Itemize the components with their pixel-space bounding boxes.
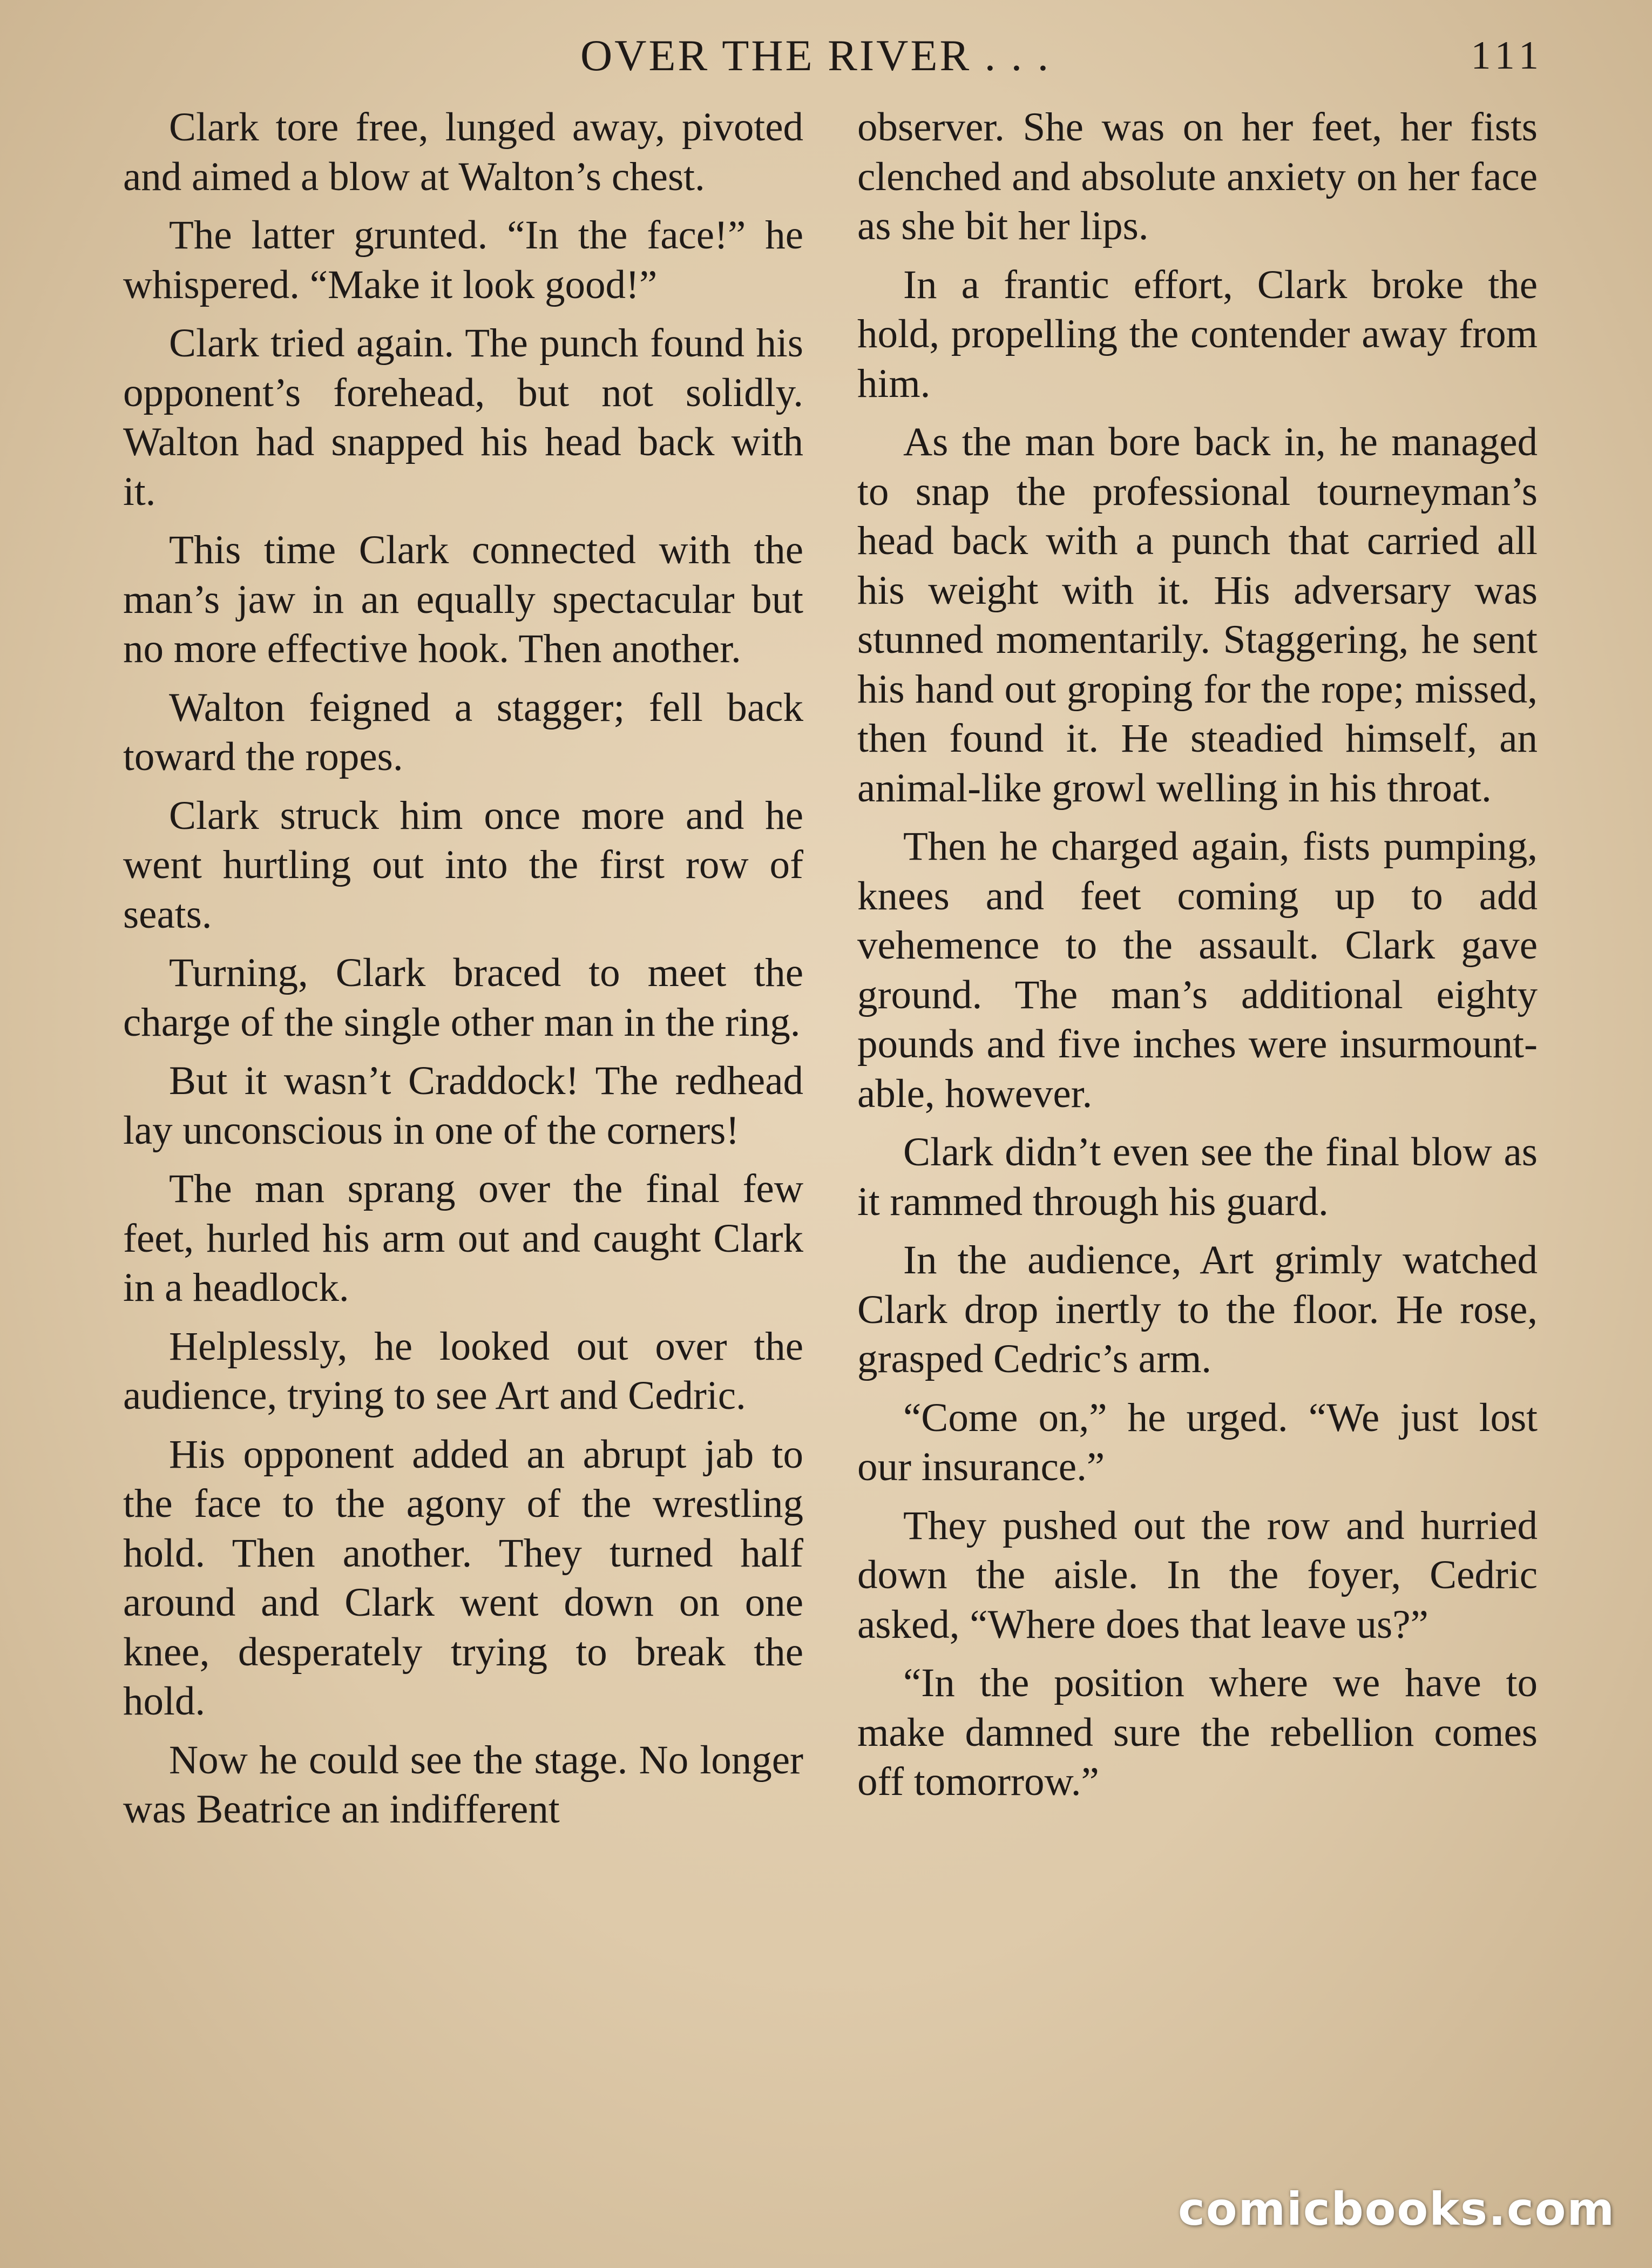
paragraph: Helplessly, he looked out over the audience, trying to see Art and Cedric. xyxy=(123,1324,803,1418)
paragraph: The man sprang over the final few feet, hurled his arm out and caught Clark in a headlock. xyxy=(123,1166,803,1310)
paragraph: Now he could see the stage. No longer was Beatrice an indifferent xyxy=(123,1737,803,1832)
right-column xyxy=(857,103,1538,1816)
paragraph: Clark tried again. The punch found his opponent’s forehead, but not solidly. Walton had snapped his head back with it. xyxy=(123,321,803,514)
running-head xyxy=(0,26,1652,85)
paragraph: Then he charged again, fists pumping, knees and feet coming up to add vehemence to the assault. Clark gave ground. The man’s additional eighty pounds and five inches were insurmountable, however. xyxy=(857,824,1538,1116)
paragraph: In the audience, Art grimly watched Clark drop inertly to the floor. He rose, grasped Cedric’s arm. xyxy=(857,1238,1538,1381)
paragraph: “In the position where we have to make damned sure the rebellion comes off tomorrow.” xyxy=(857,1660,1538,1804)
paragraph: Turning, Clark braced to meet the charge of the single other man in the ring. xyxy=(123,950,803,1045)
paragraph: As the man bore back in, he managed to snap the professional tourneyman’s head back with a punch that carried all his weight with it. His adversary was stunned momentarily. Staggering, he sent his hand out groping for the rope; missed, then found it. He steadied himself, an animal-like growl welling in his throat. xyxy=(857,420,1538,811)
paragraph: Clark struck him once more and he went hurtling out into the first row of seats. xyxy=(123,793,803,937)
paragraph: But it wasn’t Craddock! The redhead lay unconscious in one of the corners! xyxy=(123,1058,803,1153)
paragraph: His opponent added an abrupt jab to the face to the agony of the wrestling hold. Then another. They turned half around and Clark went down on one knee, desperately trying to break the hold. xyxy=(123,1432,803,1724)
running-title: OVER THE RIVER . . . xyxy=(580,31,1051,80)
paragraph: “Come on,” he urged. “We just lost our insurance.” xyxy=(857,1395,1538,1489)
paragraph: The latter grunted. “In the face!” he whispered. “Make it look good!” xyxy=(123,213,803,307)
paragraph: They pushed out the row and hurried down the aisle. In the foyer, Cedric asked, “Where does that leave us?” xyxy=(857,1503,1538,1647)
paragraph-continuation: observer. She was on her feet, her fists clenched and absolute anxiety on her face as she bit her lips. xyxy=(857,105,1538,248)
site-watermark: comicbooks.com xyxy=(1178,2183,1615,2236)
paragraph: Walton feigned a stagger; fell back toward the ropes. xyxy=(123,685,803,779)
paragraph: In a frantic effort, Clark broke the hold, propelling the contender away from him. xyxy=(857,262,1538,406)
paragraph: This time Clark connected with the man’s jaw in an equally spectacular but no more effective hook. Then another. xyxy=(123,528,803,671)
page-number: 111 xyxy=(1471,33,1544,78)
paragraph: Clark tore free, lunged away, pivoted and aimed a blow at Walton’s chest. xyxy=(123,105,803,199)
left-column xyxy=(123,103,803,1844)
paragraph: Clark didn’t even see the final blow as it rammed through his guard. xyxy=(857,1130,1538,1224)
